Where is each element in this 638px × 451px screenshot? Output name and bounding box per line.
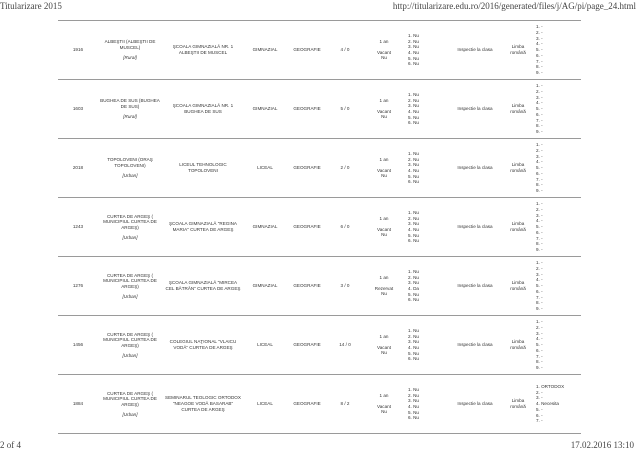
post-item: 5. Nu <box>408 232 419 238</box>
post-item: 2. Nu <box>408 97 419 103</box>
option-item: 9. - <box>536 129 543 135</box>
post-item: 2. Nu <box>408 215 419 221</box>
education-level: GIMNAZIAL <box>244 257 286 316</box>
post-item: 2. Nu <box>408 274 419 280</box>
table-row <box>58 257 581 316</box>
post-item: 3. Nu <box>408 44 419 50</box>
options-list <box>534 316 581 375</box>
table-row <box>58 198 581 257</box>
option-item: 6. - <box>536 229 543 235</box>
post-item: 6. Nu <box>408 61 419 67</box>
post-item: 6. Nu <box>408 179 419 185</box>
option-item: 7. - <box>536 58 543 64</box>
post-item: 5. Nu <box>408 55 419 61</box>
post-item: 5. Nu <box>408 291 419 297</box>
teaching-language: Limba română <box>502 257 534 316</box>
post-item: 4. Nu <box>408 50 419 55</box>
status-label: Vacant <box>377 49 391 55</box>
position-code: 1243 <box>58 198 98 257</box>
option-item: 2. - <box>536 265 543 271</box>
page-counter: 2 of 4 <box>0 440 21 450</box>
teaching-language: Limba română <box>502 139 534 198</box>
school-name: SEMINARUL TEOLOGIC ORTODOX "NEAGOE VODĂ BASARAB" CURTEA DE ARGEŞ <box>162 375 244 434</box>
option-item: 5. - <box>536 283 543 289</box>
locality-cell <box>98 80 162 139</box>
teaching-language: Limba română <box>502 198 534 257</box>
status-cell <box>362 21 406 80</box>
options-list <box>534 21 581 80</box>
option-item: 1. ORTODOX <box>536 383 565 389</box>
option-item: 5. - <box>536 342 543 348</box>
status-label: Vacant <box>377 226 391 232</box>
status-cell <box>362 316 406 375</box>
status-value: Nu <box>381 55 387 61</box>
position-code: 1276 <box>58 257 98 316</box>
option-item: 3. - <box>536 212 543 218</box>
subject-name: GEOGRAFIE <box>286 316 328 375</box>
option-item: 4. Necesita <box>536 401 559 407</box>
option-item: 6. - <box>536 288 543 294</box>
teaching-language: Limba română <box>502 21 534 80</box>
option-item: 6. - <box>536 347 543 353</box>
subject-name: GEOGRAFIE <box>286 21 328 80</box>
education-level: LICEAL <box>244 316 286 375</box>
option-item: 7. - <box>536 294 543 300</box>
position-code: 1456 <box>58 316 98 375</box>
header-title: Titularizare 2015 <box>0 1 62 11</box>
option-item: 1. - <box>536 83 543 89</box>
table-row <box>58 21 581 80</box>
option-item: 2. - <box>536 324 543 330</box>
post-item: 6. Nu <box>408 415 419 421</box>
option-item: 2. - <box>536 29 543 35</box>
hours-count: 5 / 0 <box>328 80 362 139</box>
inspection-type: Inspectie la clasa <box>448 198 502 257</box>
locality-name: CURTEA DE ARGEŞ ( MUNICIPIUL CURTEA DE ARGEŞ) <box>103 272 157 289</box>
locality-cell <box>98 375 162 434</box>
vacancies-table <box>58 20 581 434</box>
posts-list <box>406 257 448 316</box>
status-value: Nu <box>381 291 387 297</box>
area-type: [Rural] <box>123 113 137 119</box>
option-item: 7. - <box>536 353 543 359</box>
post-item: 1. Nu <box>408 91 419 97</box>
education-level: GIMNAZIAL <box>244 198 286 257</box>
inspection-type: Inspectie la clasa <box>448 80 502 139</box>
option-item: 4. - <box>536 159 543 165</box>
post-item: 1. Nu <box>408 209 419 215</box>
inspection-type: Inspectie la clasa <box>448 21 502 80</box>
option-item: 2. - <box>536 147 543 153</box>
status-cell <box>362 139 406 198</box>
option-item: 1. - <box>536 319 543 325</box>
post-item: 1. Nu <box>408 327 419 333</box>
print-timestamp: 17.02.2016 13:10 <box>570 440 634 450</box>
option-item: 6. - <box>536 52 543 58</box>
option-item: 8. - <box>536 123 543 129</box>
option-item: 8. - <box>536 241 543 247</box>
option-item: 8. - <box>536 182 543 188</box>
education-level: GIMNAZIAL <box>244 21 286 80</box>
option-item: 3. - <box>536 330 543 336</box>
post-item: 3. Nu <box>408 103 419 109</box>
inspection-type: Inspectie la clasa <box>448 316 502 375</box>
status-cell <box>362 257 406 316</box>
subject-name: GEOGRAFIE <box>286 375 328 434</box>
post-item: 2. Nu <box>408 392 419 398</box>
option-item: 2. - <box>536 206 543 212</box>
hours-count: 2 / 0 <box>328 139 362 198</box>
locality-name: CURTEA DE ARGEŞ ( MUNICIPIUL CURTEA DE ARGEŞ) <box>103 213 157 230</box>
period-label: 1 an <box>379 156 389 162</box>
hours-count: 3 / 0 <box>328 257 362 316</box>
post-item: 3. Nu <box>408 162 419 168</box>
post-item: 4. Nu <box>408 404 419 409</box>
option-item: 3. - <box>536 94 543 100</box>
post-item: 3. Nu <box>408 398 419 404</box>
school-name: ŞCOALA GIMNAZIALĂ NR. 1 BUGHEA DE SUS <box>162 80 244 139</box>
option-item: 3. - <box>536 153 543 159</box>
option-item: 3. - <box>536 271 543 277</box>
locality-cell <box>98 139 162 198</box>
option-item: 7. - <box>536 176 543 182</box>
status-cell <box>362 80 406 139</box>
post-item: 6. Nu <box>408 238 419 244</box>
period-label: 1 an <box>379 38 389 44</box>
posts-list <box>406 316 448 375</box>
posts-list <box>406 139 448 198</box>
options-list <box>534 257 581 316</box>
options-list <box>534 139 581 198</box>
school-name: ŞCOALA GIMNAZIALĂ NR. 1 ALBEŞTII DE MUSCEL <box>162 21 244 80</box>
period-label: 1 an <box>379 97 389 103</box>
option-item: 8. - <box>536 359 543 365</box>
post-item: 5. Nu <box>408 409 419 415</box>
table-row <box>58 80 581 139</box>
option-item: 9. - <box>536 306 543 312</box>
status-label: Vacant <box>377 167 391 173</box>
post-item: 2. Nu <box>408 333 419 339</box>
locality-name: ALBEŞTII (ALBEŞTII DE MUSCEL) <box>104 39 156 51</box>
post-item: 3. Nu <box>408 339 419 345</box>
post-item: 1. Nu <box>408 150 419 156</box>
posts-list <box>406 198 448 257</box>
option-item: 4. - <box>536 218 543 224</box>
subject-name: GEOGRAFIE <box>286 80 328 139</box>
option-item: 4. - <box>536 336 543 342</box>
table-body <box>58 21 581 434</box>
option-item: 1. - <box>536 260 543 266</box>
option-item: 4. - <box>536 100 543 106</box>
option-item: 1. - <box>536 142 543 148</box>
locality-cell <box>98 316 162 375</box>
option-item: 1. - <box>536 24 543 30</box>
status-value: Nu <box>381 173 387 179</box>
hours-count: 6 / 0 <box>328 198 362 257</box>
post-item: 5. Nu <box>408 114 419 120</box>
status-label: Rezervat <box>374 285 394 291</box>
post-item: 3. Nu <box>408 280 419 286</box>
options-list <box>534 375 581 434</box>
option-item: 8. - <box>536 64 543 70</box>
subject-name: GEOGRAFIE <box>286 198 328 257</box>
posts-list <box>406 21 448 80</box>
hours-count: 4 / 0 <box>328 21 362 80</box>
hours-count: 8 / 2 <box>328 375 362 434</box>
status-value: Nu <box>381 232 387 238</box>
table-row <box>58 375 581 434</box>
options-list <box>534 80 581 139</box>
locality-name: CURTEA DE ARGEŞ ( MUNICIPIUL CURTEA DE ARGEŞ) <box>103 390 157 407</box>
option-item: 6. - <box>536 412 543 418</box>
area-type: [Urban] <box>122 411 138 417</box>
post-item: 4. Da <box>408 286 419 291</box>
option-item: 9. - <box>536 365 543 371</box>
option-item: 4. - <box>536 277 543 283</box>
post-item: 4. Nu <box>408 227 419 232</box>
hours-count: 14 / 0 <box>328 316 362 375</box>
post-item: 1. Nu <box>408 386 419 392</box>
option-item: 5. - <box>536 224 543 230</box>
status-value: Nu <box>381 409 387 415</box>
status-label: Vacant <box>377 403 391 409</box>
option-item: 3. - <box>536 35 543 41</box>
posts-list <box>406 80 448 139</box>
post-item: 6. Nu <box>408 297 419 303</box>
locality-cell <box>98 21 162 80</box>
post-item: 3. Nu <box>408 221 419 227</box>
post-item: 6. Nu <box>408 120 419 126</box>
status-label: Vacant <box>377 344 391 350</box>
school-name: ŞCOALA GIMNAZIALĂ "REGINA MARIA" CURTEA DE ARGEŞ <box>162 198 244 257</box>
area-type: [Urban] <box>122 234 138 240</box>
period-label: 1 an <box>379 392 389 398</box>
status-cell <box>362 198 406 257</box>
locality-cell <box>98 198 162 257</box>
inspection-type: Inspectie la clasa <box>448 375 502 434</box>
position-code: 1884 <box>58 375 98 434</box>
locality-name: TOPOLOVENI (ORAŞ TOPOLOVENI) <box>107 157 153 169</box>
option-item: 7. - <box>536 235 543 241</box>
option-item: 7. - <box>536 117 543 123</box>
table-row <box>58 316 581 375</box>
subject-name: GEOGRAFIE <box>286 139 328 198</box>
post-item: 1. Nu <box>408 268 419 274</box>
teaching-language: Limba română <box>502 375 534 434</box>
option-item: 5. - <box>536 406 543 412</box>
post-item: 2. Nu <box>408 156 419 162</box>
area-type: [Rural] <box>123 54 137 60</box>
area-type: [Urban] <box>122 352 138 358</box>
option-item: 4. - <box>536 41 543 47</box>
status-value: Nu <box>381 350 387 356</box>
option-item: 1. - <box>536 201 543 207</box>
options-list <box>534 198 581 257</box>
option-item: 9. - <box>536 247 543 253</box>
area-type: [Urban] <box>122 293 138 299</box>
period-label: 1 an <box>379 333 389 339</box>
option-item: 5. - <box>536 106 543 112</box>
period-label: 1 an <box>379 215 389 221</box>
locality-name: CURTEA DE ARGEŞ ( MUNICIPIUL CURTEA DE ARGEŞ) <box>103 331 157 348</box>
teaching-language: Limba română <box>502 80 534 139</box>
teaching-language: Limba română <box>502 316 534 375</box>
post-item: 5. Nu <box>408 350 419 356</box>
education-level: GIMNAZIAL <box>244 80 286 139</box>
posts-list <box>406 375 448 434</box>
position-code: 2018 <box>58 139 98 198</box>
option-item: 5. - <box>536 47 543 53</box>
position-code: 1603 <box>58 80 98 139</box>
option-item: 6. - <box>536 111 543 117</box>
status-value: Nu <box>381 114 387 120</box>
locality-cell <box>98 257 162 316</box>
post-item: 1. Nu <box>408 32 419 38</box>
status-label: Vacant <box>377 108 391 114</box>
post-item: 5. Nu <box>408 173 419 179</box>
option-item: 5. - <box>536 165 543 171</box>
period-label: 1 an <box>379 274 389 280</box>
option-item: 7. - <box>536 418 543 424</box>
school-name: COLEGIUL NAŢIONAL "VLAICU VODĂ" CURTEA DE ARGEŞ <box>162 316 244 375</box>
area-type: [Urban] <box>122 172 138 178</box>
subject-name: GEOGRAFIE <box>286 257 328 316</box>
option-item: 3. - <box>536 395 543 401</box>
status-cell <box>362 375 406 434</box>
post-item: 4. Nu <box>408 109 419 114</box>
option-item: 2. - <box>536 389 543 395</box>
option-item: 8. - <box>536 300 543 306</box>
option-item: 9. - <box>536 70 543 76</box>
header-url: http://titularizare.edu.ro/2016/generated/files/j/AG/pi/page_24.html <box>392 1 636 11</box>
education-level: LICEAL <box>244 375 286 434</box>
table-row <box>58 139 581 198</box>
option-item: 2. - <box>536 88 543 94</box>
position-code: 1916 <box>58 21 98 80</box>
post-item: 2. Nu <box>408 38 419 44</box>
inspection-type: Inspectie la clasa <box>448 257 502 316</box>
education-level: LICEAL <box>244 139 286 198</box>
option-item: 9. - <box>536 188 543 194</box>
locality-name: BUGHEA DE SUS (BUGHEA DE SUS) <box>100 98 160 110</box>
option-item: 6. - <box>536 170 543 176</box>
post-item: 4. Nu <box>408 168 419 173</box>
inspection-type: Inspectie la clasa <box>448 139 502 198</box>
school-name: LICEUL TEHNOLOGIC TOPOLOVENI <box>162 139 244 198</box>
post-item: 4. Nu <box>408 345 419 350</box>
post-item: 6. Nu <box>408 356 419 362</box>
school-name: ŞCOALA GIMNAZIALĂ "MIRCEA CEL BĂTRÂN" CURTEA DE ARGEŞ <box>162 257 244 316</box>
